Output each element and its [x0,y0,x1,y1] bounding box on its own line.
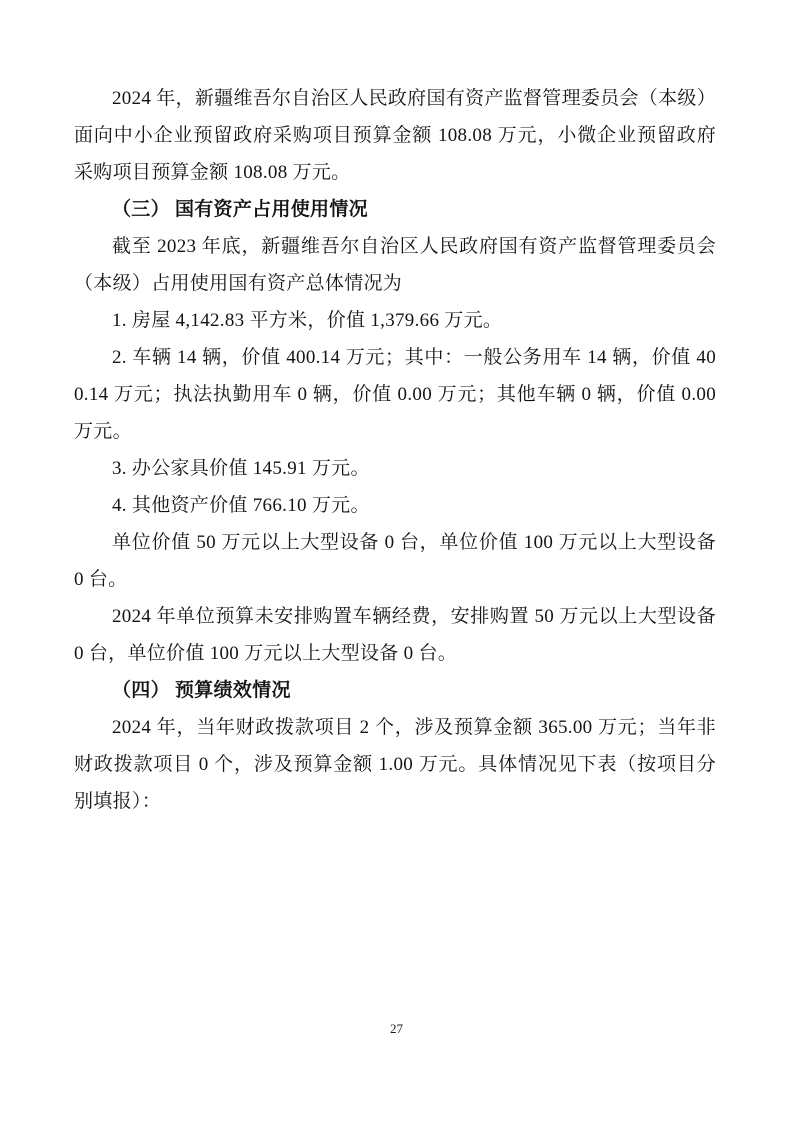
list-item-other-assets: 4. 其他资产价值 766.10 万元。 [112,495,370,516]
page-content [74,80,716,820]
page-footer [0,1021,793,1037]
para-government-procurement: 2024 年，新疆维吾尔自治区人民政府国有资产监督管理委员会（本级）面向中小企业预留政府采购项目预算金额 108.08 万元，小微企业预留政府采购项目预算金额 108.08 万元。 [74,88,716,183]
para-large-equipment: 单位价值 50 万元以上大型设备 0 台，单位价值 100 万元以上大型设备 0 台。 [74,532,716,590]
para-assets-intro: 截至 2023 年底，新疆维吾尔自治区人民政府国有资产监督管理委员会（本级）占用使用国有资产总体情况为 [74,236,716,294]
heading-budget-performance: （四） 预算绩效情况 [112,680,291,701]
heading-state-assets-usage: （三） 国有资产占用使用情况 [112,199,368,220]
list-item-office-furniture: 3. 办公家具价值 145.91 万元。 [112,458,370,479]
page-number: 27 [390,1021,403,1036]
para-budget-purchase-plan: 2024 年单位预算未安排购置车辆经费，安排购置 50 万元以上大型设备 0 台，单位价值 100 万元以上大型设备 0 台。 [74,606,716,664]
para-performance-projects: 2024 年，当年财政拨款项目 2 个，涉及预算金额 365.00 万元；当年非财政拨款项目 0 个，涉及预算金额 1.00 万元。具体情况见下表（按项目分别填报）： [74,717,716,812]
list-item-housing: 1. 房屋 4,142.83 平方米，价值 1,379.66 万元。 [112,310,503,331]
list-item-vehicles: 2. 车辆 14 辆，价值 400.14 万元；其中：一般公务用车 14 辆，价值 400.14 万元；执法执勤用车 0 辆，价值 0.00 万元；其他车辆 0 辆，价值 0.00 万元。 [74,347,716,442]
